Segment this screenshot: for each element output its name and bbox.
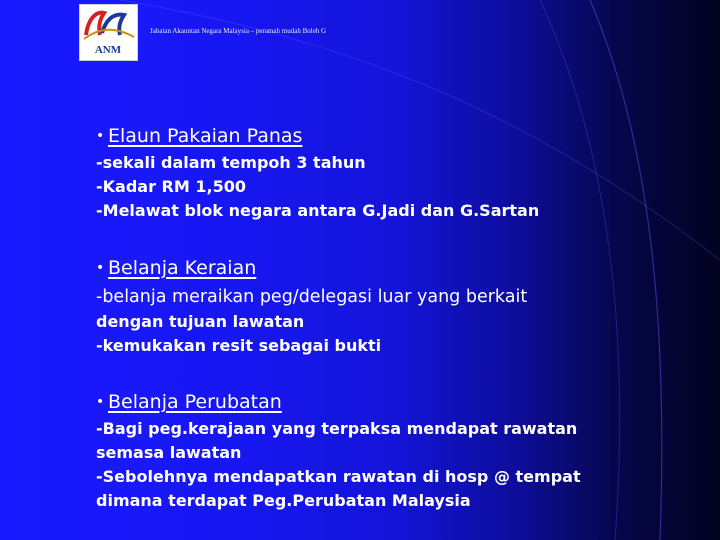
bullet-icon: • [96, 260, 105, 276]
section-line: -sekali dalam tempoh 3 tahun [96, 153, 366, 172]
section-elaun-pakaian-panas [96, 124, 539, 223]
section-line: dengan tujuan lawatan [96, 312, 305, 331]
section-line: -Melawat blok negara antara G.Jadi dan G.Sartan [96, 201, 540, 220]
section-line: -kemukakan resit sebagai bukti [96, 336, 382, 355]
section-line: semasa lawatan [96, 443, 242, 462]
section-line: dimana terdapat Peg.Perubatan Malaysia [96, 491, 471, 510]
section-line: -Sebolehnya mendapatkan rawatan di hosp @ tempat [96, 467, 581, 486]
logo-text: ANM [94, 44, 122, 56]
section-title: Belanja Keraian [108, 257, 257, 279]
section-heading [96, 390, 581, 414]
section-belanja-keraian [96, 256, 527, 358]
section-belanja-perubatan [96, 390, 581, 513]
bullet-icon: • [96, 128, 105, 144]
section-line: -Bagi peg.kerajaan yang terpaksa mendapat rawatan [96, 419, 578, 438]
section-title: Elaun Pakaian Panas [108, 125, 303, 147]
section-heading [96, 256, 527, 280]
header-caption: Jabatan Akauntan Negara Malaysia – peramah mudah Boleh G [150, 27, 327, 35]
section-line: -Kadar RM 1,500 [96, 177, 246, 196]
section-heading [96, 124, 539, 148]
anm-logo [79, 4, 138, 61]
section-title: Belanja Perubatan [108, 391, 282, 413]
bullet-icon: • [96, 394, 105, 410]
section-line: -belanja meraikan peg/delegasi luar yang berkait [96, 287, 528, 307]
